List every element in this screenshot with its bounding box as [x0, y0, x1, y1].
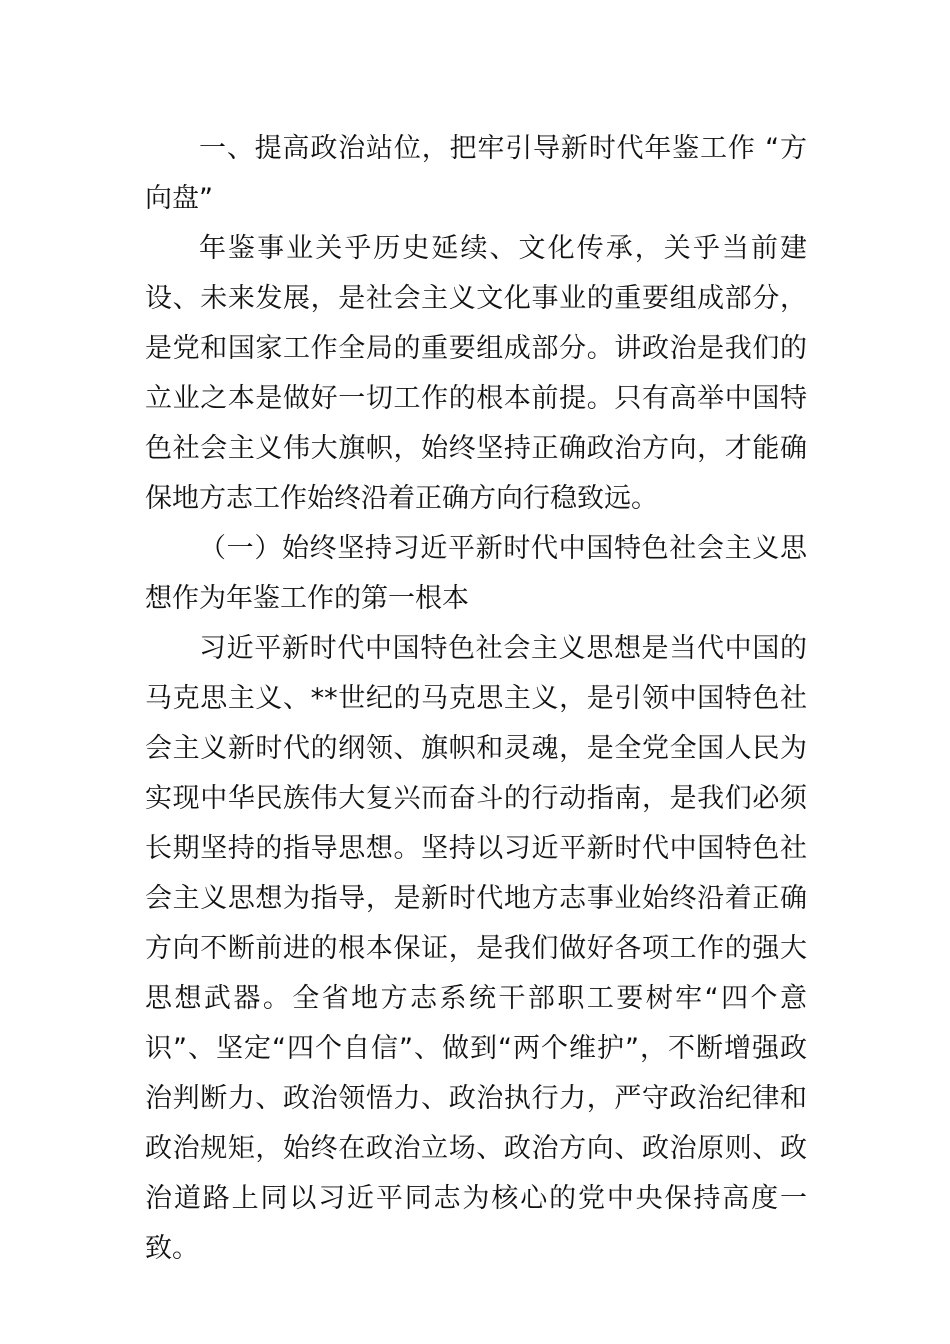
section-heading: 一、提高政治站位，把牢引导新时代年鉴工作 “方向盘” [145, 133, 807, 214]
subsection-heading: （一）始终坚持习近平新时代中国特色社会主义思想作为年鉴工作的第一根本 [145, 533, 807, 614]
document-body [145, 124, 807, 1274]
body-paragraph: 习近平新时代中国特色社会主义思想是当代中国的马克思主义、**世纪的马克思主义，是引领中国特色社会主义新时代的纲领、旗帜和灵魂，是全党全国人民为实现中华民族伟大复兴而奋斗的行动指南，是我们必须长期坚持的指导思想。坚持以习近平新时代中国特色社会主义思想为指导，是新时代地方志事业始终沿着正确方向不断前进的根本保证，是我们做好各项工作的强大思想武器。全省地方志系统干部职工要树牢“四个意识”、坚定“四个自信”、做到“两个维护”，不断增强政治判断力、政治领悟力、政治执行力，严守政治纪律和政治规矩，始终在政治立场、政治方向、政治原则、政治道路上同以习近平同志为核心的党中央保持高度一致。 [145, 633, 807, 1264]
body-paragraph: 年鉴事业关乎历史延续、文化传承，关乎当前建设、未来发展，是社会主义文化事业的重要组成部分，是党和国家工作全局的重要组成部分。讲政治是我们的立业之本是做好一切工作的根本前提。只有高举中国特色社会主义伟大旗帜，始终坚持正确政治方向，才能确保地方志工作始终沿着正确方向行稳致远。 [145, 233, 807, 514]
